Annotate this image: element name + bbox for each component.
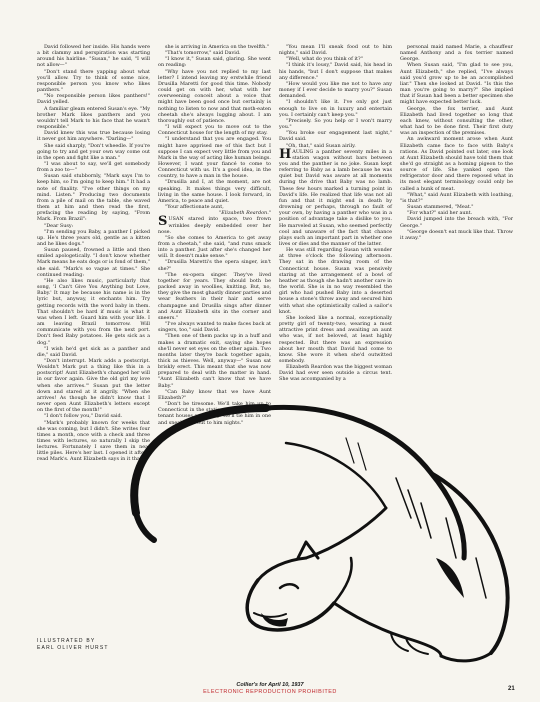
paragraph: "Well, what do you think of it?" xyxy=(286,56,363,63)
paragraph: "Drusilla Maretti's the opera singer, isn't she?" xyxy=(158,259,271,272)
paragraph: Susan paused, frowned a little and then smiled apologetically. "I don't know whether Mark means he eats dogs or is fond of them," she said. "Mark's so vague at times." She continued reading: xyxy=(37,247,150,278)
paragraph: David knew this was true because losing it never got him anywhere. "Darling—" xyxy=(37,130,150,143)
paragraph: "I understand that you are engaged. You might have apprised me of this fact but I suppose I can expect very little from you and Mark in the way of acting like human beings. However, I want your fiancé to come to Connecticut with us. It's a good idea, in the country, to have a man in the house. xyxy=(158,136,271,180)
paragraph: "For what?" said her aunt. xyxy=(407,210,473,217)
page-footer xyxy=(0,682,540,696)
paragraph: Elizabeth Reardon was the biggest woman David had ever seen outside a circus tent. She was accompanied by a xyxy=(279,364,392,383)
paragraph: "I wish he'd get sick as a panther and die," said David. xyxy=(37,345,150,358)
paragraph-text: USAN stared into space, two frown wrinkles deeply embedded over her nose. xyxy=(158,216,271,235)
paragraph xyxy=(158,216,271,234)
paragraph: "I will expect you to move out to the Connecticut house for the length of my stay. xyxy=(158,124,271,137)
paragraph: "Oh, that," said Susan airily. xyxy=(286,142,356,149)
paragraph: "Your affectionate aunt, xyxy=(165,204,224,211)
reproduction-notice: ELECTRONIC REPRODUCTION PROHIBITED xyxy=(203,689,337,695)
paragraph: "Mark's probably known for weeks that she was coming, but I didn't. She writes four times a month, once with a check and three times with lectures, so naturally I skip the lectures. Fortunately I save them in neat little piles. Here's her last. I opened it after I read Mark's. Aunt Elizabeth says in it that xyxy=(37,419,150,463)
paragraph: "Precisely. So you help or I won't marry you." xyxy=(279,117,392,131)
paragraph: "Don't interrupt. Mark adds a postscript. Wouldn't Mark put a thing like this in a postscript! Aunt Elizabeth's changed her will in our favor again. Give the old girl my love when she arrives.'" Susan put the letter down and stared at it angrily. "When she arrives! As though he didn't know that I never open Aunt Elizabeth's letters except on the first of the month!" xyxy=(37,357,150,414)
paragraph: "I think it's lousy," David said, his head in his hands, "but I don't suppose that makes any difference." xyxy=(279,62,392,81)
credit-label: ILLUSTRATED BY xyxy=(37,638,96,644)
paragraph: "I know it," Susan said, glaring. She went on reading: xyxy=(158,56,271,69)
paragraph: "I shouldn't like it. I've only got just enough to live on in luxury and entertain you. I certainly can't keep you." xyxy=(279,99,392,118)
paragraph: "Don't be tiresome. We'll take him up to Connecticut in the station wagon. Two of the tenant houses are empty. We'll tie him in one and sneak food out to him nights." xyxy=(158,401,271,426)
paragraph: He was still regarding Susan with wonder at three o'clock the following afternoon. They sat in the drawing room of the Connecticut house. Susan was pensively staring at the arrangement of a bowl of heather as though she hadn't another care in the world. She is in no way resembled the girl who had pushed Baby into a deserted house a stone's throw away and secured him with what she optimistically called a sailor's knot. xyxy=(279,247,392,315)
paragraph: "You broke our engagement last night," David said. xyxy=(279,130,392,143)
illustration-credit xyxy=(37,638,109,652)
paragraph: "Then one of them packs up in a huff and makes a dramatic exit, saying she hopes she'll never set eyes on the other again. Two months later they're back together again, thick as thieves. Well, anyway—" Susan sat briskly erect. This meant that she was now prepared to deal with the matter in hand. "Aunt Elizabeth can't know that we have Baby." xyxy=(158,333,271,389)
paragraph: "He also likes music, particularly that song, 'I Can't Give You Anything but Love, Baby.' It may be because his name is in the lyric but, anyway, it enchants him. Try getting records with the word baby in them. That shouldn't be hard if music is what it was when I left. Guard him with your life. I am leaving Brazil tomorrow. Will communicate with you from the next port. Don't feed Baby potatoes. He gets sick as a dog." xyxy=(37,277,150,346)
paragraph: she is arriving in America on the twelfth." xyxy=(165,44,270,50)
paragraph: "Elizabeth Reardon." xyxy=(219,210,271,217)
panther-illustration xyxy=(36,258,536,678)
paragraph: "Why have you not replied to my last letter? I intend leaving my erstwhile friend Drusilla Maretti for good this time. Nobody could get on with her, what with her overweening conceit about a voice that might have been good once but certainly is nothing to listen to now and that moth-eaten cheetah she's always lugging about. I am thoroughly out of patience. xyxy=(158,68,271,124)
paragraph: "No responsible person likes panthers!" David yelled. xyxy=(37,93,150,106)
illustrator-name: EARL OLIVER HURST xyxy=(37,645,109,651)
paragraph: "You mean I'll sneak food out to him nights," said David. xyxy=(279,44,392,57)
paragraph: David followed her inside. His hands were a bit clammy and perspiration was starting around his hairline. "Susan," he said, "I will not allow—" xyxy=(37,44,150,69)
paragraph xyxy=(279,146,392,248)
paragraph: "Don't stand there yapping about what you'll allow. Try to think of some nice, responsible person you know who likes panthers." xyxy=(37,68,150,94)
paragraph: "George doesn't eat muck like that. Throw it away." xyxy=(400,228,513,241)
paragraph: "So she comes to America to get away from a cheetah," she said, "and runs smack into a panther. Just after she's changed her will. It doesn't make sense." xyxy=(158,234,271,260)
paragraph: When Susan said, "I'm glad to see you, Aunt Elizabeth," she replied, "I've always said you'd grow up to be an accomplished liar." Then she looked at David. "Is this the man you're going to marry?" She implied that if Susan had been a better specimen she might have expected better luck. xyxy=(400,62,513,106)
paragraph: "Drusilla and I, at the moment, are not speaking. It makes things very difficult, living in the same house. I look forward, in America, to peace and quiet. xyxy=(158,179,271,204)
paragraph: Susan said stubbornly, "Mark says I'm to keep him, so I'm going to keep him." It had a note of finality. "I've other things on my mind. Listen." Producing two documents from a pile of mail on the table, she waved them at him and then read the first, prefacing the reading by saying, "From Mark. From Brazil": xyxy=(37,173,150,223)
paragraph: An awkward moment arose when Aunt Elizabeth came face to face with Baby's rations. As David pointed out later, one look at Aunt Elizabeth should have told them that she'd go straight as a homing pigeon to the source of life. She yanked open the refrigerator door and there reposed what in its most elegant terminology could only be called a hunk of meat. xyxy=(400,136,513,192)
paragraph: David jumped into the breach with, "For George." xyxy=(400,216,513,229)
paragraph: She looked like a normal, exceptionally pretty girl of twenty-two, wearing a most attractive print dress and awaiting an aunt who was, if not beloved, at least highly respected. But there was an expression about her mouth that David had come to know. She wore it when she'd outwitted somebody. xyxy=(279,314,392,364)
page-number: 21 xyxy=(508,686,515,692)
paragraph: personal maid named Marie, a chauffeur named Anthony and a fox terrier named George. xyxy=(400,44,513,63)
paragraph: "How would you like me not to have any money if I ever decide to marry you?" Susan demanded. xyxy=(279,80,392,100)
drop-cap: H xyxy=(279,146,292,162)
paragraph: "That's tomorrow," said David. xyxy=(165,50,241,57)
paragraph: A familiar gleam entered Susan's eye. "My brother Mark likes panthers and you wouldn't tell Mark to his face that he wasn't responsible." xyxy=(37,105,150,131)
magazine-issue: Collier's for April 10, 1937 xyxy=(236,682,304,688)
paragraph: "Can Baby know that we have Aunt Elizabeth?" xyxy=(158,388,271,401)
paragraph: George, the fox terrier, and Aunt Elizabeth had lived together so long that each knew, without consulting the other, what had to be done first. Their first duty was an inspection of the premises. xyxy=(400,105,513,137)
drop-cap: S xyxy=(158,214,168,230)
paragraph: "I was about to say, we'll get somebody from a zoo to—" xyxy=(37,160,150,174)
paragraph: "I don't follow you," David said. xyxy=(44,413,123,420)
paragraph: "I'm sending you Baby, a panther I picked up. He's three years old, gentle as a kitten and he likes dogs." xyxy=(37,228,150,247)
paragraph: "Dear Susy: xyxy=(44,222,74,229)
paragraph: Susan stammered, "Meat." xyxy=(407,204,474,211)
paragraph: She said sharply, "Don't wheedle. If you're going to try and get your own way come out in the open and fight like a man." xyxy=(37,142,150,161)
paragraph: "The ex-opera singer. They've lived together for years. They should both be packed away in woollies, knitting. But, no, they give the most ghastly dinner parties and wear feathers in their hair and serve champagne and Drusilla sings after dinner and Aunt Elizabeth sits in the corner and sneers." xyxy=(158,271,271,321)
paragraph: "I've always wanted to make faces back at singers, too," said David. xyxy=(158,321,271,334)
paragraph: "What," said Aunt Elizabeth with loathing, "is that?" xyxy=(400,191,513,204)
paragraph-text: AULING a panther seventy miles in a station wagon without bars between you and the panther is no joke. Susan kept referring to Baby as a lamb because he was quiet but David was aware at all moments during the drive that Baby was no lamb. These few hours marked a turning point in David's life. He realized that life was not all fun and that it might end in death by drowning or perhaps, through no fault of your own, by having a panther who was in a position of advantage take a dislike to you. He marveled at Susan, who seemed perfectly cool and unaware of the fact that chance plays such an important part in whether one lives or dies and the manner of the latter. xyxy=(279,148,392,247)
text-column-4 xyxy=(400,44,513,241)
